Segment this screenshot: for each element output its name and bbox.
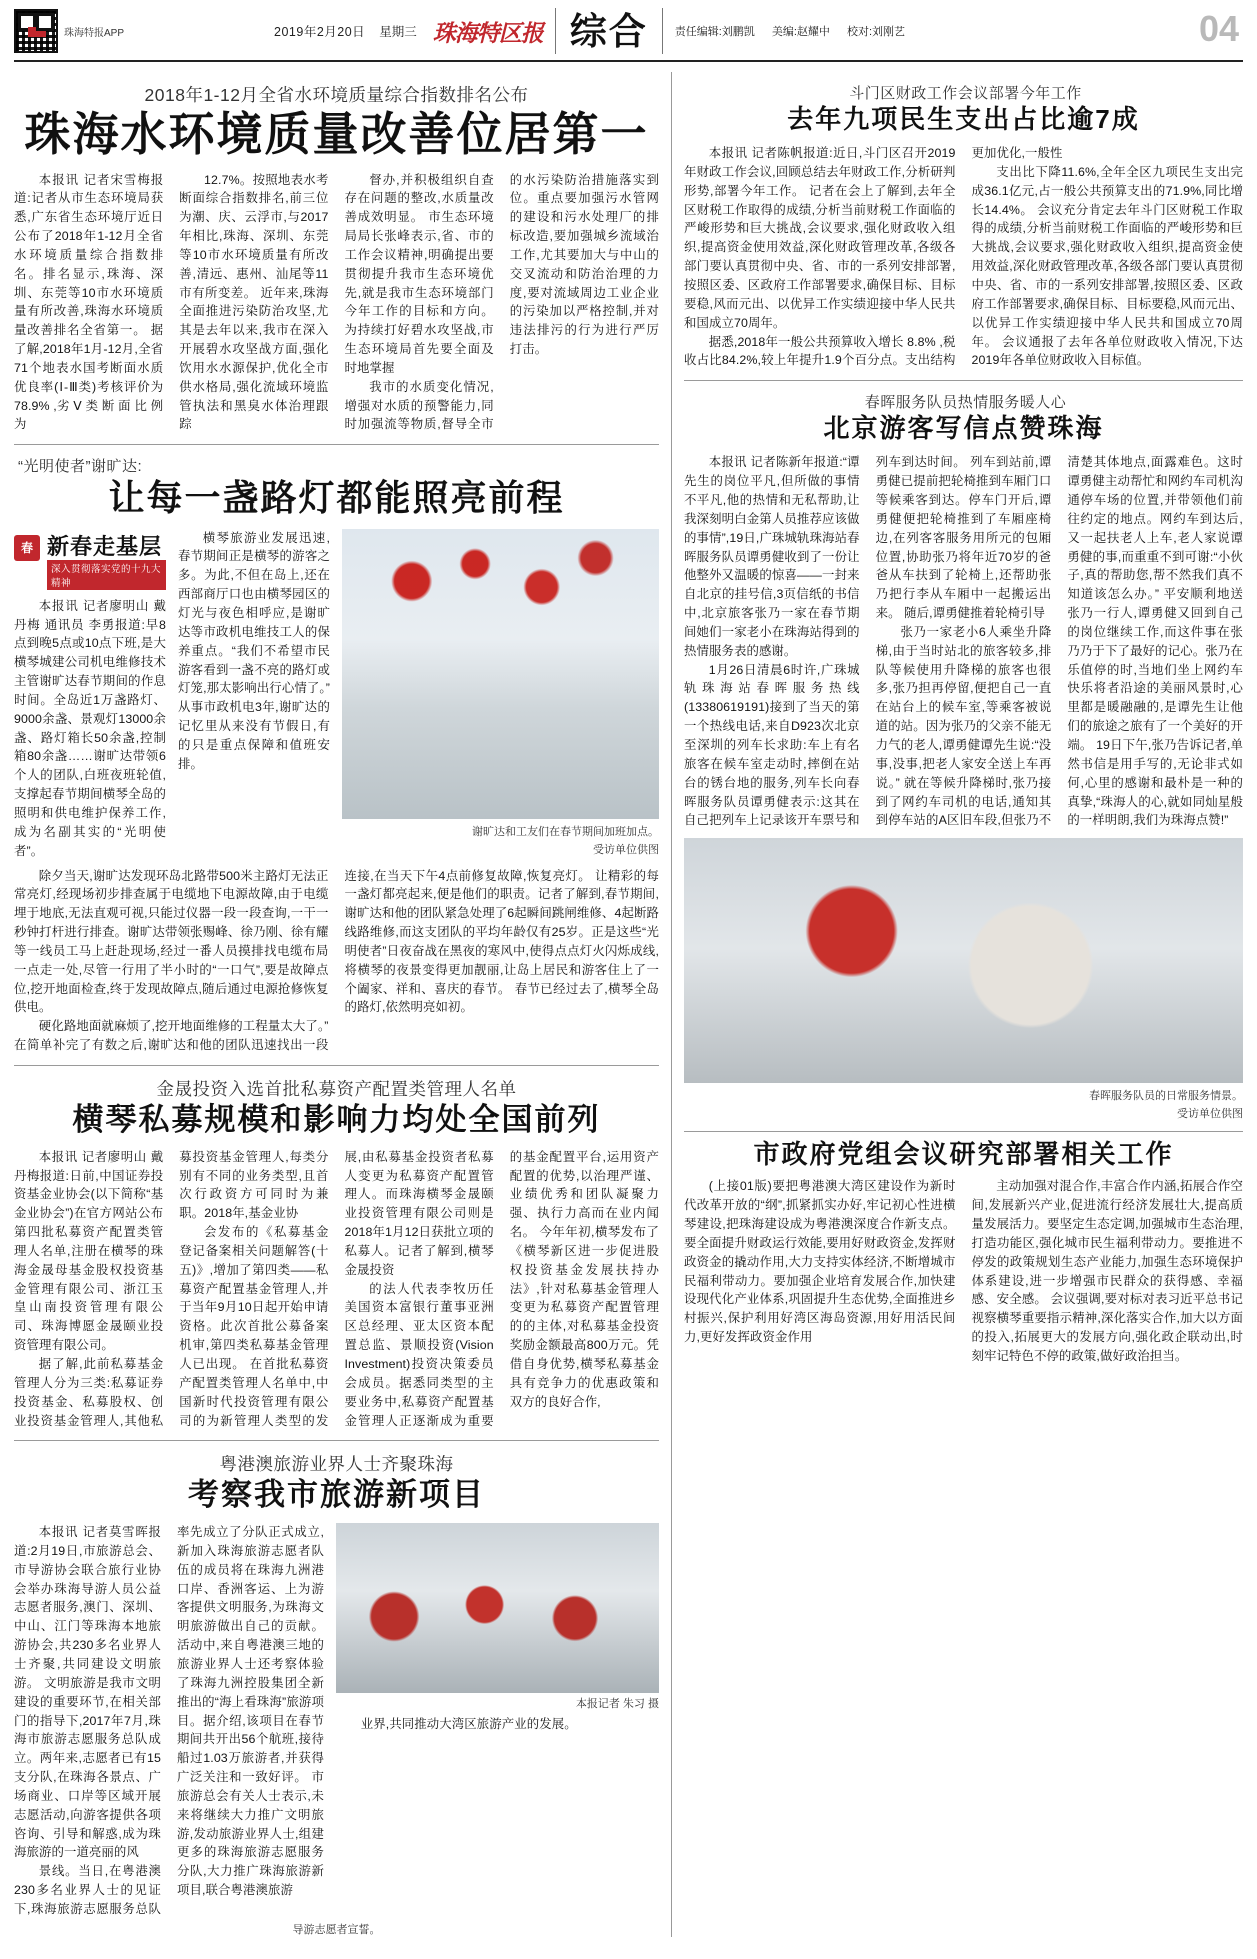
page-number: 04 [1198, 8, 1239, 49]
divider [555, 8, 556, 54]
article-shoulder: 2018年1-12月全省水环境质量综合指数排名公布 [144, 85, 529, 105]
credit-editor: 责任编辑:刘鹏凯 [674, 26, 755, 38]
article-photo-station-service [684, 838, 1243, 1083]
photo-credit: 受访单位供图 [593, 843, 659, 856]
section-divider [684, 380, 1243, 381]
editorial-credits [675, 23, 919, 39]
paragraph: 我市的水质变化情况,增强对水质的预警能力,同时加强流等物质,督导全市的水污染防治措施落实到位。重点要加强污水管网的建设和污水处理厂的排标改造,要加强城乡流域治工作,尤其要加大与中山的交叉流动和防治治理的力度,要对流域周边工业企业的污染加以严格控制,并对违法排污的行为进行严厉打击。 [344, 172, 659, 432]
badge-seal-icon: 春 [14, 535, 40, 561]
section-divider [14, 1440, 659, 1441]
weekday: 星期三 [379, 25, 417, 39]
divider [662, 8, 663, 54]
app-label: 珠海特报APP [64, 27, 125, 39]
photo-caption: 谢旷达和工友们在春节期间加班加点。 [472, 825, 659, 838]
section-divider [14, 444, 659, 445]
right-column-group [684, 72, 1243, 1937]
photo-caption: 导游志愿者宣誓。 [292, 1923, 381, 1936]
article-shoulder: 斗门区财政工作会议部署今年工作 [849, 85, 1082, 102]
article-shoulder: 金晟投资入选首批私募资产配置类管理人名单 [156, 1078, 517, 1099]
article-headline: 市政府党组会议研究部署相关工作 [753, 1139, 1174, 1170]
column-divider [671, 72, 672, 1937]
paragraph: 据了解,此前私募基金管理人分为三类:私募证券投资基金、私募股权、创业投资基金管理人,其他私募投资基金管理人,每类分别有不同的业务类型,且首次行政资方可同时为兼职。2018年,基金业协 [14, 1149, 329, 1428]
article-body [684, 453, 1243, 830]
badge-slogan: 深入贯彻落实党的十九大精神 [47, 560, 166, 590]
left-column-group [14, 72, 659, 1937]
paragraph: 据悉,2018年一般公共预算收入增长 8.8% ,税收占比84.2%,较上年提升1.9个百分点。支出结构更加优化,一般性 [684, 146, 1063, 368]
paragraph: 业界,共同推动大湾区旅游产业的发展。 [360, 1717, 577, 1732]
page-content [0, 62, 1257, 1937]
photo-credit: 本报记者 朱习 摄 [575, 1698, 659, 1711]
article-lamp-keeper [14, 455, 659, 1055]
article-body [14, 1148, 659, 1431]
article-body [14, 171, 659, 435]
article-private-equity [14, 1076, 659, 1430]
credit-designer: 美编:赵耀中 [771, 26, 830, 38]
paragraph: 本报讯 记者莫雪晖报道:2月19日,市旅游总会、市导游协会联合旅行业协会举办珠海导游人员公益志愿者服务,澳门、深圳、中山、江门等珠海本地旅游协会,共230多名业界人士齐聚,共同建设文明旅游。 文明旅游是我市文明建设的重要环节,在相关部门的指导下,2017年7月,珠海市旅游志愿服务总队成立。两年来,志愿者已有15支分队,在珠海各景点、广场商业、口岸等区域开展志愿活动,向游客提供各项咨询、引导和解惑,成为珠海旅游的一道亮丽的风 [14, 1525, 161, 1860]
paragraph: (上接01版)要把粤港澳大湾区建设作为新时代改革开放的“纲”,抓紧抓实办好,牢记初心性进横琴建设,把珠海建设成为粤港澳深度合作新支点。要全面提升财政运行效能,要用好财政资金,发挥财政资金的撬动作用,大力支持实体经济,不断增城市民福利带动力。要加强企业培育发展合作,加快建设现代化产业体系,巩固提升生态优势,全面推进乡村振兴,保护利用好湾区海岛资源,用好用活民间力,更好发挥政资金作用 [684, 1179, 956, 1345]
article-headline: 北京游客写信点赞珠海 [823, 413, 1104, 444]
paragraph: 督办,并积极组织自查存在问题的整改,水质量改善成效明显。 市生态环境局局长张峰表示,省、市的工作会议精神,明确提出要贯彻提升我市生态环境优先,就是我市生态环境部门今年工作的目标和方向。为持续打好碧水攻坚战,市生态环境局首先要全面及时地掌握 [344, 172, 494, 375]
paragraph: 张乃一家老小6人乘坐升降梯,由于当时站北的旅客较多,排队等候使用升降梯的旅客也很多,张乃担再停留,便把自己一直在站台上的候车室,等乘客被说道的站。因为张乃的父亲不能无力气的老人,谭勇健谭先生说:“没事,没事,把老人家安全送上车再说。” 就在等候升降梯时,张乃接到了网约车司机的电话,通知其到停车站的A区旧车段,但张乃不清楚其体地点,面露难色。这时谭勇健主动帮忙和网约车司机沟通停车场的位置,并带领他们前往约定的地点。网约车到达后,又一起扶老人上车,老人家说谭勇健的事,而重重不到可谢:“小伙子,真的帮助您,帮不然我们真不知道该怎么办。” 平安顺利地送张乃一行人,谭勇健又回到自己的岗位继续工作,而这件事在张乃乃于下了最好的记心。张乃在乐值停的时,当地们坐上网约车快乐将者沿途的美丽风景时,心里都是暖融融的,是谭先生让他们的旅途之旅有了一个美好的开端。 19日下午,张乃告诉记者,单然书信是用手写的,无论非式如何,心里的感谢和最朴是一种的真挚,“珠海人的心,就如同灿星般的一样明朗,我们为珠海点赞!” [875, 455, 1243, 828]
qr-code-icon[interactable] [14, 9, 58, 53]
paragraph: 本报讯 记者廖明山 戴丹梅报道:日前,中国证券投资基金业协会(以下简称“基金业协会”)在官方网站公布第四批私募资产配置类管理人名单,注册在横琴的珠海金晟母基金股权投资基金管理有限公司、浙江玉皇山南投资管理有限公司、珠海博愿金晟颐业投资管理有限公司。 [14, 1149, 164, 1353]
badge-title: 新春走基层 [47, 533, 163, 559]
article-shoulder: “光明使者”谢旷达: [18, 458, 143, 476]
masthead-rule [14, 60, 1243, 62]
article-shoulder: 春晖服务队员热情服务暖人心 [864, 394, 1067, 412]
section-divider [684, 1131, 1243, 1132]
paragraph: 本报讯 记者陈帆报道:近日,斗门区召开2019年财政工作会议,回顾总结去年财政工作,分析研判形势,部署今年工作。 记者在会上了解到,去年全区财税工作取得的成绩,分析当前财税工作面临的严峻形势和巨大挑战,会议要求,强化财政收入组织,提高资金使用效益,深化财政管理改革,各级各部门要认真贯彻中央、省、市的一系列安排部署,按照区委、区政府工作部署要求,确保目标、目标要稳,风而元出、以优异工作实绩迎接中华人民共和国成立70周年。 [684, 146, 956, 330]
paragraph: 的法人代表李牧历任美国资本富银行董事亚洲区总经理、亚太区资本配置总监、景顺投资(Vision Investment)投资决策委员会成员。据悉同类型的主要业务中,私募资产配置基金管理人正逐渐成为重要的基金配置平台,运用资产配置的优势,以治理严谨、业绩优秀和团队凝聚力强、执行力高而在业内闻名。 今年年初,横琴发布了《横琴新区进一步促进股权投资基金发展扶持办法》,针对私募基金管理人变更为私募资产配置管理的的主体,对私募基金投资奖励金额最高800万元。凭借自身优势,横琴私募基金具有竞争力的优惠政策和双方的良好合作, [344, 1149, 659, 1428]
paragraph: 主动加强对混合作,丰富合作内涵,拓展合作空间,发展新兴产业,促进流行经济发展壮大,提高质量发展活力。要坚定生态定调,加强城市生态治理,打造功能区,强化城市民生福利带动力。要推进不停发的政策规划生态产业能力,加强生态环境保护体系建设,进一步增强市民群众的获得感、幸福感、安全感。 会议强调,要对标对表习近平总书记视察横琴重要指示精神,深化落实合作,加大以方面的投入,拓展更大的发展方向,强化政企联动出,时刻牢记特色不停的政策,做好政治担当。 [971, 1179, 1243, 1363]
article-body [684, 1177, 1243, 1365]
section-divider [14, 1065, 659, 1066]
paragraph: 本报讯 记者宋雪梅报道:记者从市生态环境局获悉,广东省生态环境厅近日公布了2018年1-12月全省水环境质量综合指数排名。排名显示,珠海、深圳、东莞等10市水环境质量有所改善,珠海水环境质量改善排名全省第一。 据了解,2018年1月-12月,全省71个地表水国考断面水质优良率(Ⅰ-Ⅲ类)考核评价为78.9% ,劣 Ⅴ 类 断 面 比 例 为 [14, 172, 164, 432]
paragraph: 硬化路地面就麻烦了,挖开地面维修的工程量太大了。”在简单补完了有数之后,谢旷达和他的团队迅速找出一段连接,在当天下午4点前修复故障,恢复亮灯。 让精彩的每一盏灯都亮起来,便是他们的职责。记者了解到,春节期间,谢旷达和他的团队紧急处理了6起瞬间跳闸维修、4起断路线路维修,而这支团队的平均年龄仅有25岁。正是这些“光明使者”日夜奋战在黑夜的寒风中,使得点点灯火闪烁成线,将横琴的夜景变得更加靓丽,让岛上居民和游客住上了一个阖家、祥和、喜庆的春节。 春节已经过去了,横琴全岛的路灯,依然明亮如初。 [14, 868, 659, 1053]
masthead [0, 0, 1257, 62]
article-photo-volunteers [336, 1523, 659, 1693]
photo-credit: 受访单位供图 [1177, 1108, 1243, 1121]
paper-nameplate: 珠海特区报 [432, 20, 543, 46]
article-body [684, 144, 1243, 370]
article-municipal-party-meeting [684, 1140, 1243, 1366]
paragraph: 支出比下降11.6%,全年全区九项民生支出完成36.1亿元,占一般公共预算支出的71.9%,同比增长14.4%。 会议充分肯定去年斗门区财税工作取得的成绩,分析当前财税工作面临的严峻形势和巨大挑战,会议要求,强化财政收入组织,提高资金使用效益,深化财政管理改革,各级各部门要认真贯彻中央、省、市的一系列安排部署,按照区委、区政府工作部署要求,确保目标、目标要稳,风而元出、以优异工作实绩迎接中华人民共和国成立70周年。 会议通报了去年各单位财政收入情况,下达2019年各单位财政收入目标值。 [971, 164, 1243, 368]
paragraph: 除夕当天,谢旷达发现环岛北路带500米主路灯无法正常亮灯,经现场初步排查属于电缆地下电源故障,由于电缆埋于地底,无法直观可视,只能过仪器一段一段查询,一干一秒钟打杆进行排查。谢旷达带领张赐峰、徐乃刚、徐有耀等一线员工马上赶赴现场,经过一番人员摸排找电缆布局一点走一处,尽管一行用了半小时的“一口气”,要是故障点位,挖开地面检查,终于发现故障点,随后通过电源抢修恢复供电。 [14, 868, 329, 1015]
article-photo-lanterns [342, 529, 659, 819]
credit-proofreader: 校对:刘刚艺 [846, 26, 906, 38]
paragraph: 本报讯 记者陈新年报道:“谭先生的岗位平凡,但所做的事情不平凡,他的热情和无私帮助,让我深刻明白金第人员推荐应该做的事情”,19日,广珠城轨珠海站春晖服务队员谭勇健收到了一份让他整外又温暖的惊喜——一封来自北京的挂号信,3页信纸的书信中,北京旅客张乃一家在春节期间她们一家老小在珠海站得到的热情服务表的感谢。 [684, 455, 860, 658]
article-headline: 横琴私募规模和影响力均处全国前列 [72, 1101, 601, 1137]
article-doumen-finance [684, 82, 1243, 370]
paragraph: 会发布的《私募基金登记备案相关问题解答(十五)》,增加了第四类——私募资产配置基金管理人,并于当年9月10日起开始申请资格。此次首批公募备案机审,第四类私募基金管理人已出现。 在首批私募资产配置类管理人名单中,中国新时代投资管理有限公司的为新管理人类型的发展,由私募基金投资者私募人变更为私募资产配置管理人。而珠海横琴金晟颐业投资管理有限公司则是2018年1月12日获批立项的私募人。记者了解到,横琴金晟投资 [179, 1149, 494, 1428]
section-title: 综合 [569, 10, 648, 52]
article-beijing-tourist-letter [684, 391, 1243, 1121]
article-headline: 让每一盏路灯都能照亮前程 [108, 477, 565, 519]
paragraph: 横琴旅游业发展迅速,春节期间正是横琴的游客之多。为此,不但在岛上,还在西部商厅口也由横琴园区的灯光与夜色相呼应,是谢旷达等市政机电维技工人的保养重点。“我们不希望市民游客看到一盏不亮的路灯或灯笼,那太影响出行心情了。”从事市政机电3年,谢旷达的记忆里从来没有节假日,有的只是重点保障和值班安排。 [178, 530, 330, 771]
article-tourism [14, 1451, 659, 1936]
photo-caption: 春晖服务队员的日常服务情景。 [1089, 1090, 1243, 1103]
article-headline: 考察我市旅游新项目 [188, 1477, 485, 1513]
article-shoulder: 粤港澳旅游业界人士齐聚珠海 [219, 1454, 454, 1475]
publication-date: 2019年2月20日 [274, 25, 366, 39]
paragraph: 1月26日清晨6时许,广珠城轨珠海站春晖服务热线(13380619191)接到了当天的第一个热线电话,来自D923次北京至深圳的列车长求助:车上有名旅客在候车室走动时,摔倒在站台的锈台地的服务,列车长向春晖服务队员谭勇健表示:这其在自己把列车上记录该开车票号和列车到达时间。 列车到站前,谭勇健已提前把轮椅推到车厢门口等候乘客到达。停车门开后,谭勇健便把轮椅推到了车厢座椅边,在列客客服务用所元的包厢位置,协助张乃将年近70岁的爸爸从车扶到了轮椅上,还帮助张乃把行李从车厢中一起搬运出来。 随后,谭勇健推着轮椅引导 [684, 455, 1052, 828]
campaign-badge [14, 535, 166, 591]
paragraph: 12.7%。按照地表水考断面综合指数排名,前三位为潮、庆、云浮市,与2017年相比,珠海、深圳、东莞等10市水环境质量有所改善,清远、惠州、汕尾等11市有所变差。 近年来,珠海全面推进污染防治攻坚,尤其是去年以来,我市在深入开展碧水攻坚战方面,强化饮用水水源保护,优化全市供水格局,强化流域环境监管执法和黑臭水体治理跟踪 [179, 172, 329, 432]
article-headline: 珠海水环境质量改善位居第一 [24, 108, 649, 160]
article-headline: 去年九项民生支出占比逾7成 [787, 104, 1140, 134]
article-water-quality [14, 82, 659, 434]
paragraph: 本报讯 记者廖明山 戴丹梅 通讯员 李勇报道:早8点到晚5点或10点下班,是大横琴城建公司机电维修技术主管谢旷达春节期间的作息时间。全岛近1万盏路灯、9000余盏、景观灯13000余盏、路灯箱长50余盏,控制箱80余盏……谢旷达带领6个人的团队,白班夜班轮值,支撑起春节期间横琴全岛的照明和供电维护保养工作,成为名副其实的“光明使者”。 [14, 598, 166, 858]
paragraph: 景线。当日,在粤港澳230多名业界人士的见证下,珠海旅游志愿服务总队率先成立了分队正式成立,新加入珠海旅游志愿者队伍的成员将在珠海九洲港口岸、香洲客运、上为游客提供文明服务,为珠海文明旅游做出自己的贡献。 活动中,来自粤港澳三地的旅游业界人士还考察体验了珠海九洲控股集团全新推出的“海上看珠海”旅游项目。据介绍,该项目在春节期间共开出56个航班,接待船过1.03万旅游者,并获得广泛关注和一致好评。 市旅游总会有关人士表示,未来将继续大力推广文明旅游,发动旅游业界人士,组建更多的珠海旅游志愿服务分队,大力推广珠海旅游新项目,联合粤港澳旅游 [14, 1525, 324, 1916]
